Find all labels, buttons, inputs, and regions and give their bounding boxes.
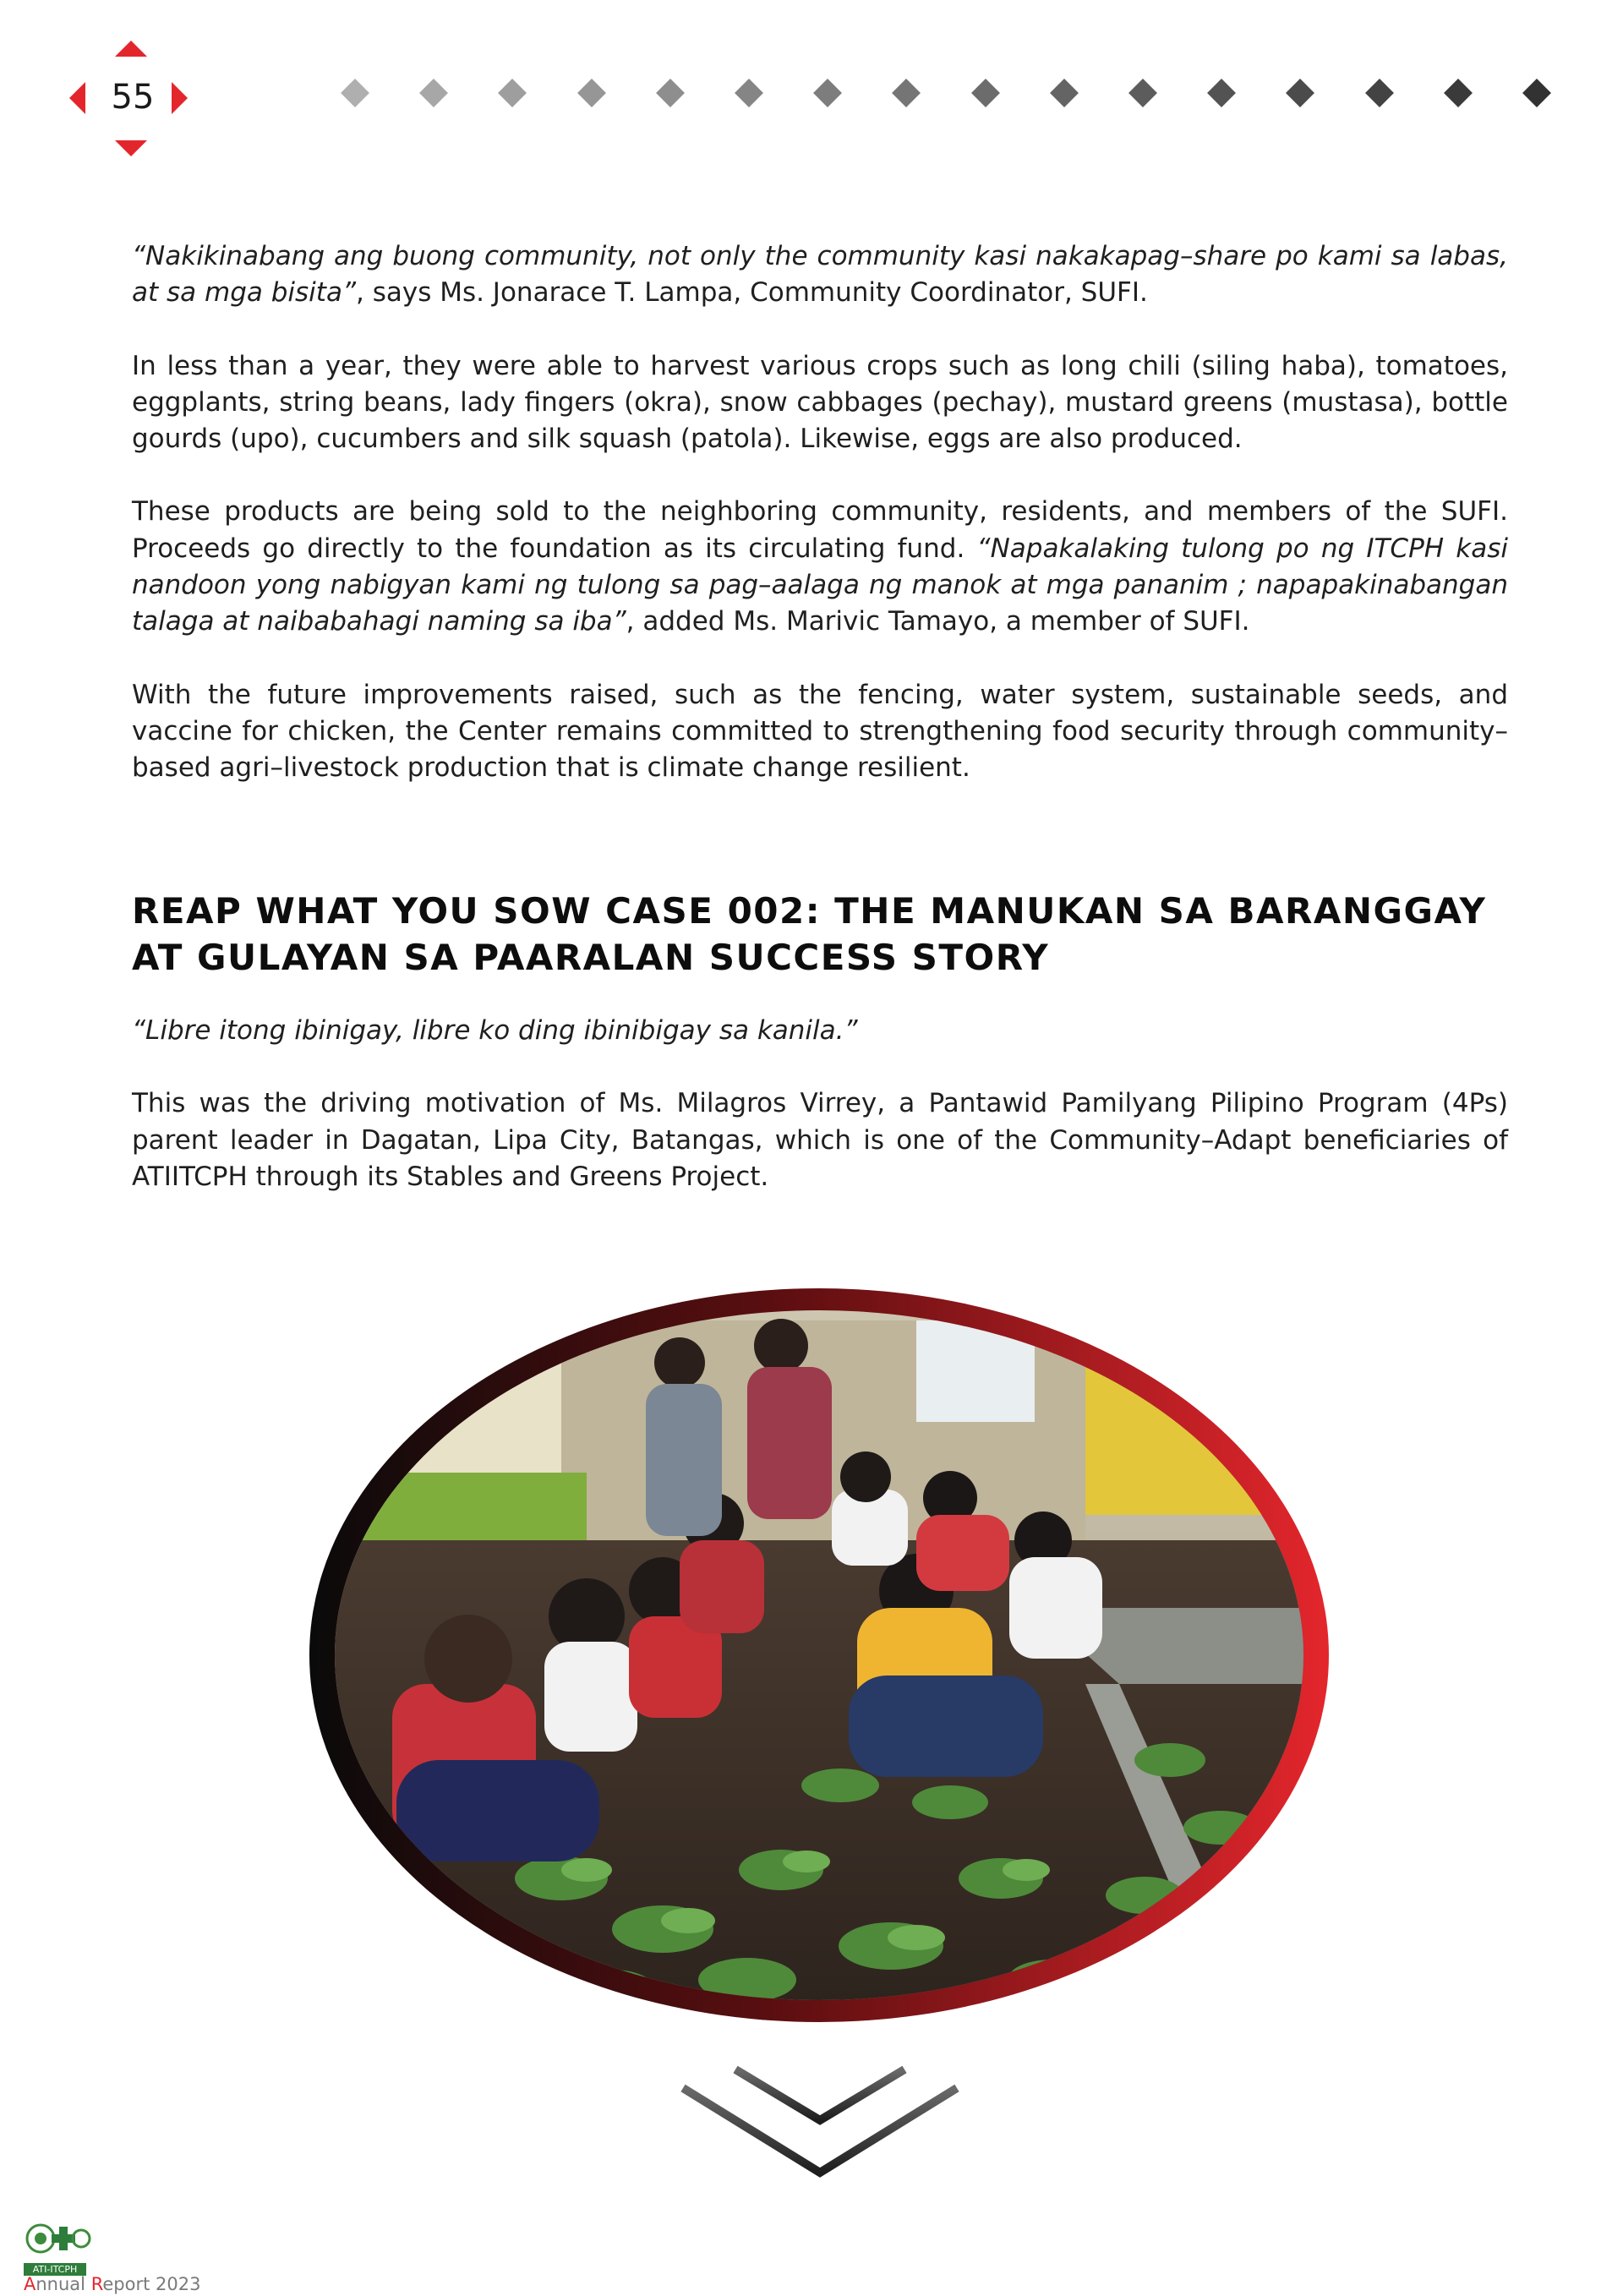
triangle-down-icon[interactable] xyxy=(115,140,147,156)
triangle-left-icon[interactable] xyxy=(69,82,85,114)
diamond-icon xyxy=(1365,79,1394,107)
paragraph-text: These products are being sold to the neighboring community, residents, and members of the SUFI. Proceeds go directly to the foundation as its circulating fund. xyxy=(132,496,1508,564)
chevron-graphic xyxy=(676,2063,964,2189)
triangle-up-icon[interactable] xyxy=(115,41,147,57)
photo-frame-graphic xyxy=(308,1287,1331,2024)
logo-emblem-icon xyxy=(24,2213,91,2264)
quote-attribution: , says Ms. Jonarace T. Lampa, Community Coordinator, SUFI. xyxy=(356,277,1148,309)
paragraph-harvest: In less than a year, they were able to harvest various crops such as long chili (siling haba), tomatoes, eggplants, string beans, lady fingers (okra), snow cabbages (pechay), mustard greens (mustasa), bottle gourds (upo), cucumbers and silk squash (patola). Likewise, eggs are also produced. xyxy=(132,350,1508,455)
garden-photo xyxy=(308,1287,1331,2024)
footer-report-title xyxy=(24,2273,200,2295)
diamond-icon xyxy=(813,79,842,107)
diamond-icon xyxy=(498,79,527,107)
paragraph-quote-lampa xyxy=(132,238,1508,312)
triangle-right-icon[interactable] xyxy=(172,82,188,114)
quote-attribution: , added Ms. Marivic Tamayo, a member of SUFI. xyxy=(626,606,1250,637)
diamond-icon xyxy=(1522,79,1551,107)
page-number: 55 xyxy=(111,78,155,117)
quote-text: “Napakalaking tulong po ng ITCPH kasi nandoon yong nabigyan kami ng tulong sa pag–aalaga ng manok at mga pananim ; napapakinabangan talaga at naibabahagi naming sa iba” xyxy=(132,533,1508,637)
paragraph-quote-virrey xyxy=(132,1013,1508,1049)
quote-text: “Nakikinabang ang buong community, not only the community kasi nakakapag–share po kami sa labas, at sa mga bisita” xyxy=(132,241,1508,309)
page-navigator xyxy=(68,37,194,160)
article-body-2 xyxy=(132,1013,1508,1232)
ati-itcph-logo xyxy=(24,2213,91,2264)
diamond-icon xyxy=(1207,79,1236,107)
diamond-icon xyxy=(735,79,763,107)
diamond-icon xyxy=(892,79,921,107)
paragraph-motivation: This was the driving motivation of Ms. Milagros Virrey, a Pantawid Pamilyang Pilipino Program (4Ps) parent leader in Dagatan, Lipa City, Batangas, which is one of the Community–Adapt beneficiaries of ATIITCPH through its Stables and Greens Project. xyxy=(132,1088,1508,1192)
diamond-icon xyxy=(419,79,448,107)
quote-text: “Libre itong ibinigay, libre ko ding ibinibigay sa kanila.” xyxy=(132,1015,858,1046)
diamond-icon xyxy=(1286,79,1314,107)
diamond-icon xyxy=(1444,79,1473,107)
footer-letter-r: R xyxy=(90,2274,103,2294)
footer-text-1: nnual xyxy=(36,2274,91,2294)
double-chevron-down-icon[interactable] xyxy=(676,2063,964,2189)
decorative-diamond-row xyxy=(345,83,1571,117)
diamond-icon xyxy=(1050,79,1079,107)
paragraph-products xyxy=(132,494,1508,640)
paragraph-improvements: With the future improvements raised, such as the fencing, water system, sustainable seeds, and vaccine for chicken, the Center remains committed to strengthening food security through community–based agri–livestock production that is climate change resilient. xyxy=(132,679,1508,784)
footer-letter-a: A xyxy=(24,2274,36,2294)
diamond-icon xyxy=(577,79,606,107)
diamond-icon xyxy=(341,79,369,107)
footer-text-2: eport 2023 xyxy=(102,2274,201,2294)
diamond-icon xyxy=(656,79,685,107)
logo-label: ATI-ITCPH xyxy=(24,2263,86,2276)
diamond-icon xyxy=(1128,79,1157,107)
article-body xyxy=(132,238,1508,823)
section-heading: REAP WHAT YOU SOW CASE 002: THE MANUKAN SA BARANGGAY AT GULAYAN SA PAARALAN SUCCESS STORY xyxy=(132,890,1487,978)
diamond-icon xyxy=(971,79,1000,107)
